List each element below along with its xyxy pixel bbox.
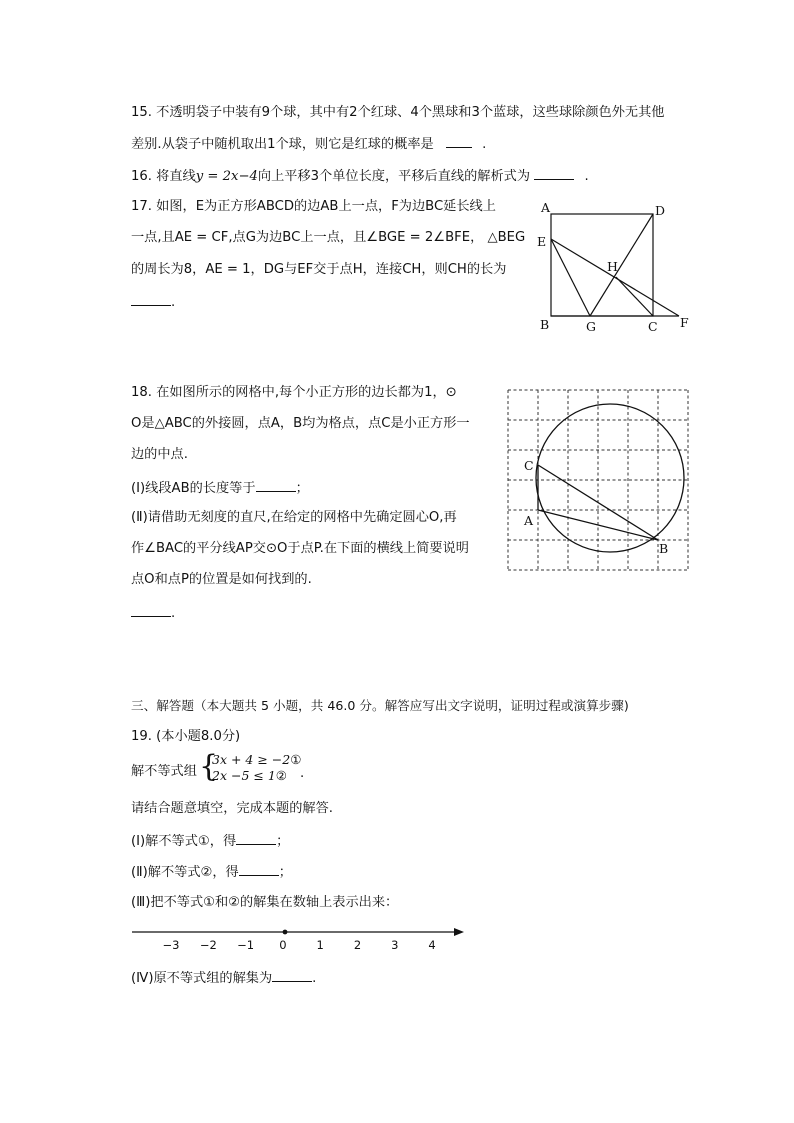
label-h: H bbox=[607, 259, 618, 274]
label-e: E bbox=[537, 234, 547, 249]
ineq1-expr: 3x + 4 ≥ −2 bbox=[212, 752, 291, 767]
part2-text: (Ⅱ)解不等式②，得 bbox=[131, 865, 239, 880]
q17-period: . bbox=[171, 295, 176, 310]
tick-label: −2 bbox=[199, 938, 217, 952]
q15-answer-blank[interactable] bbox=[446, 134, 472, 148]
tick-label: 0 bbox=[279, 938, 287, 952]
q16-expr: y = 2x−4 bbox=[195, 169, 258, 184]
q19-header: 19. (本小题8.0分) bbox=[131, 729, 241, 744]
section-3-heading: 三、解答题（本大题共 5 小题，共 46.0 分。解答应写出文字说明，证明过程或演算步骤) bbox=[131, 698, 629, 713]
q18-line1: 18. 在如图所示的网格中,每个小正方形的边长都为1，⊙ bbox=[131, 385, 457, 400]
q17-line4 bbox=[131, 292, 175, 312]
part2-end: ； bbox=[278, 865, 292, 880]
q16-period: . bbox=[584, 169, 589, 184]
q17-square-figure bbox=[532, 198, 697, 338]
label-f: F bbox=[680, 315, 689, 330]
label-c: C bbox=[648, 319, 658, 334]
q19-part3: (Ⅲ)把不等式①和②的解集在数轴上表示出来： bbox=[131, 895, 399, 910]
q18-part1-blank[interactable] bbox=[256, 478, 296, 492]
tick-label: 4 bbox=[428, 938, 436, 952]
segment-dg bbox=[590, 214, 653, 316]
q19-prompt-end: . bbox=[300, 766, 305, 781]
q15-period: . bbox=[482, 137, 487, 152]
tick-label: −3 bbox=[162, 938, 180, 952]
ineq2-mark: ② bbox=[275, 768, 287, 783]
label-a: A bbox=[541, 200, 551, 215]
q16-mid: 向上平移3个单位长度，平移后直线的解析式为 bbox=[257, 169, 531, 184]
q18-part1-end: ； bbox=[295, 481, 309, 496]
q18-line2: O是△ABC的外接圆，点A，B均为格点，点C是小正方形一 bbox=[131, 416, 470, 431]
q19-part1 bbox=[131, 831, 289, 851]
q18-line4 bbox=[131, 478, 309, 498]
q18-grid-figure bbox=[500, 384, 696, 576]
q16-answer-blank[interactable] bbox=[534, 166, 574, 180]
number-line-ticks bbox=[163, 938, 436, 952]
q18-line8 bbox=[131, 603, 175, 623]
label-d: D bbox=[655, 203, 666, 218]
label-a: A bbox=[524, 513, 534, 528]
q19-ineq2 bbox=[212, 768, 287, 783]
label-c: C bbox=[524, 458, 534, 473]
tick-label: 1 bbox=[316, 938, 324, 952]
origin-dot bbox=[283, 930, 288, 935]
part1-end: ； bbox=[276, 834, 290, 849]
q15-text: 差别.从袋子中随机取出1个球，则它是红球的概率是 bbox=[131, 137, 434, 152]
axis-arrow-icon bbox=[454, 928, 464, 936]
q18-line3: 边的中点. bbox=[131, 447, 188, 462]
label-g: G bbox=[586, 319, 596, 334]
part4-end: . bbox=[312, 971, 317, 986]
part2-answer-blank[interactable] bbox=[239, 862, 279, 876]
q18-line5: (Ⅱ)请借助无刻度的直尺,在给定的网格中先确定圆心O,再 bbox=[131, 510, 457, 525]
q17-answer-blank[interactable] bbox=[131, 292, 171, 306]
part4-text: (Ⅳ)原不等式组的解集为 bbox=[131, 971, 273, 986]
q18-line6: 作∠BAC的平分线AP交⊙O于点P.在下面的横线上简要说明 bbox=[131, 541, 469, 556]
number-line[interactable] bbox=[128, 922, 473, 956]
q19-part2 bbox=[131, 862, 292, 882]
label-b: B bbox=[540, 317, 550, 332]
q15-line2 bbox=[131, 134, 486, 154]
ineq1-mark: ① bbox=[290, 752, 302, 767]
q19-prompt: 解不等式组 bbox=[131, 764, 197, 779]
q19-part4 bbox=[131, 968, 316, 988]
q18-period: . bbox=[171, 606, 176, 621]
ineq2-expr: 2x −5 ≤ 1 bbox=[212, 768, 276, 783]
part4-answer-blank[interactable] bbox=[272, 968, 312, 982]
tick-label: 2 bbox=[353, 938, 362, 952]
q18-line7: 点O和点P的位置是如何找到的. bbox=[131, 572, 312, 587]
q19-ineq1 bbox=[212, 752, 301, 767]
tick-label: −1 bbox=[237, 938, 255, 952]
q18-part1-text: (Ⅰ)线段AB的长度等于 bbox=[131, 481, 256, 496]
part1-answer-blank[interactable] bbox=[236, 831, 276, 845]
part1-text: (Ⅰ)解不等式①，得 bbox=[131, 834, 237, 849]
label-b: B bbox=[659, 541, 669, 556]
q18-part2-blank[interactable] bbox=[131, 603, 171, 617]
q16-pre: 16. 将直线 bbox=[131, 169, 196, 184]
q17-line2: 一点,且AE = CF,点G为边BC上一点，且∠BGE = 2∠BFE， △BEG bbox=[131, 230, 526, 245]
q15-line1: 15. 不透明袋子中装有9个球，其中有2个红球、4个黑球和3个蓝球，这些球除颜色外无其他 bbox=[131, 105, 665, 120]
system-brace: { bbox=[199, 749, 219, 784]
q17-line3: 的周长为8，AE = 1，DG与EF交于点H，连接CH，则CH的长为 bbox=[131, 262, 507, 277]
q17-line1: 17. 如图，E为正方形ABCD的边AB上一点，F为边BC延长线上 bbox=[131, 199, 496, 214]
q19-instruction: 请结合题意填空，完成本题的解答. bbox=[131, 801, 334, 816]
q16-line bbox=[131, 166, 589, 186]
tick-label: 3 bbox=[391, 938, 399, 952]
